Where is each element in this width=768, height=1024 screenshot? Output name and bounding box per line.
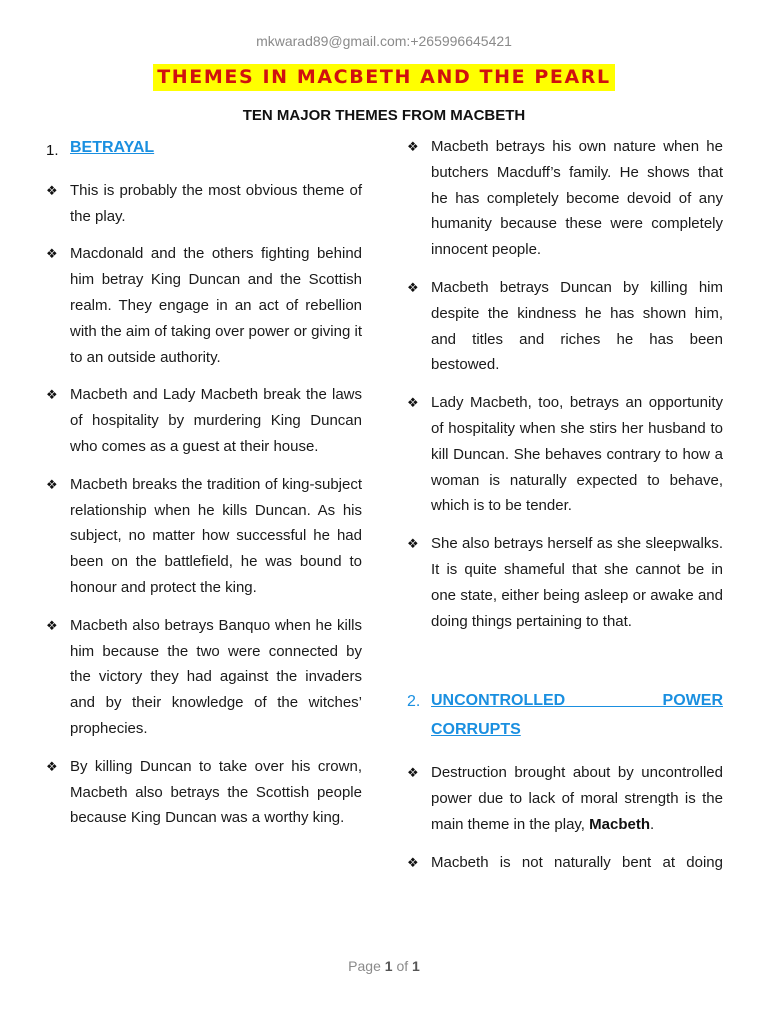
document-title: THEMES IN MACBETH AND THE PEARL [153, 64, 615, 91]
section-heading-uncontrolled-power [407, 686, 723, 744]
diamond-bullet-icon: ❖ [407, 139, 419, 154]
bullet-text-end: . [649, 815, 655, 833]
diamond-bullet-icon: ❖ [407, 765, 419, 781]
diamond-bullet-icon: ❖ [46, 246, 58, 262]
diamond-bullet-icon: ❖ [407, 536, 419, 552]
list-item [46, 613, 362, 742]
right-column [407, 134, 723, 888]
list-item [46, 754, 362, 831]
bullet-text: Lady Macbeth, too, betrays an opportunity of hospitality when she stirs her husband to kill Duncan. She behaves contrary to how a woman is naturally expected to behave, which is to be tender. [431, 394, 723, 515]
bullet-text: Macbeth and Lady Macbeth break the laws of hospitality by murdering King Duncan who comes as a guest at their house. [70, 386, 362, 455]
section-title-group [431, 686, 723, 744]
bullet-text [431, 760, 723, 837]
page-indicator [0, 958, 768, 974]
document-subtitle: TEN MAJOR THEMES FROM MACBETH [242, 107, 526, 124]
list-item [407, 275, 723, 378]
diamond-bullet-icon: ❖ [46, 758, 58, 774]
list-item [407, 390, 723, 519]
bullet-text: Macbeth is not naturally bent at doing [431, 853, 723, 871]
of-word: of [396, 958, 409, 974]
diamond-bullet-icon: ❖ [46, 182, 58, 198]
section-number: 2. [407, 693, 421, 711]
list-item [407, 850, 723, 876]
section-title-corrupts[interactable]: CORRUPTS [431, 721, 521, 739]
diamond-bullet-icon: ❖ [46, 617, 58, 633]
bullet-text: Macbeth also betrays Banquo when he kills him because the two were connected by the victory they had against the invaders and by their knowledge of the witches’ prophecies. [70, 616, 362, 737]
diamond-bullet-icon: ❖ [407, 854, 419, 870]
bullet-text: Macbeth betrays his own nature when he butchers Macduff’s family. He shows that he has completely become devoid of any humanity because these were completely innocent people. [431, 138, 723, 259]
list-item [46, 382, 362, 459]
bullet-text: Macbeth betrays Duncan by killing him despite the kindness he has shown him, and titles and riches he has been bestowed. [431, 278, 723, 374]
section-title-betrayal[interactable]: BETRAYAL [70, 139, 155, 156]
page-number: 1 [384, 958, 393, 974]
list-item [407, 760, 723, 837]
list-item [46, 241, 362, 370]
bullet-text: She also betrays herself as she sleepwalks. It is quite shameful that she cannot be in one state, either being asleep or awake and doing things pertaining to that. [431, 535, 723, 630]
bold-macbeth: Macbeth [589, 815, 650, 833]
list-item [46, 472, 362, 601]
section-heading-betrayal [46, 135, 362, 164]
section-number: 1. [46, 142, 59, 159]
left-column [46, 135, 362, 843]
bullet-text: By killing Duncan to take over his crown, Macbeth also betrays the Scottish people because King Duncan was a worthy king. [70, 757, 362, 827]
section-title-uncontrolled-power[interactable]: UNCONTROLLED POWER [431, 692, 723, 710]
header-contact: mkwarad89@gmail.com:+265996645421 [256, 33, 512, 49]
list-item [407, 531, 723, 634]
page-word: Page [348, 958, 381, 974]
list-item [46, 178, 362, 230]
diamond-bullet-icon: ❖ [407, 395, 419, 411]
page-total: 1 [412, 958, 420, 974]
diamond-bullet-icon: ❖ [46, 476, 58, 492]
bullet-text: This is probably the most obvious theme of the play. [70, 181, 362, 225]
title-container [0, 64, 768, 91]
bullet-text-main: Destruction brought about by uncontrolled power due to lack of moral strength is the main theme in the play, [431, 764, 723, 833]
bullet-text: Macdonald and the others fighting behind him betray King Duncan and the Scottish realm. They engage in an act of rebellion with the aim of taking over power or giving it to an outside authority. [70, 245, 362, 366]
diamond-bullet-icon: ❖ [46, 387, 58, 403]
bullet-text: Macbeth breaks the tradition of king-subject relationship when he kills Duncan. As his subject, no matter how successful he had been on the battlefield, he was bound to honour and protect the king. [70, 475, 362, 596]
list-item [407, 134, 723, 263]
diamond-bullet-icon: ❖ [407, 279, 419, 295]
